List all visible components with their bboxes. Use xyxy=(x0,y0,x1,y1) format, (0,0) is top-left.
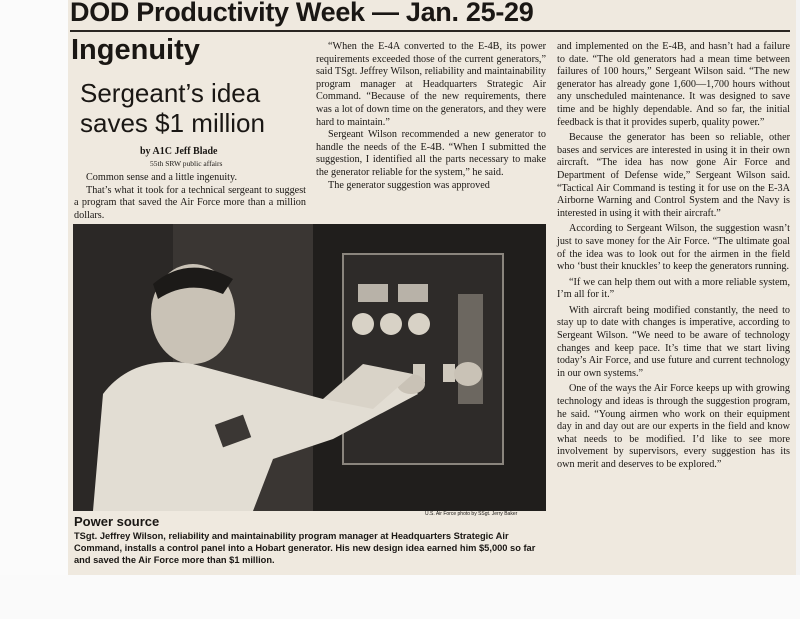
panel-plate xyxy=(358,284,388,302)
paragraph: Sergeant Wilson recommended a new generator to handle the needs of the E-4B. “When I submitted the suggestion, I identified all the parts necessary to make the generator reliable for the system,” he said. xyxy=(316,129,546,178)
bottom-margin xyxy=(0,575,800,619)
column-3 xyxy=(557,41,790,475)
paragraph: That’s what it took for a technical sergeant to suggest a program that saved the Air Force more than a million dollars. xyxy=(74,184,306,221)
photo-illustration xyxy=(73,224,546,511)
switch xyxy=(443,364,455,382)
headline-line-2: saves $1 million xyxy=(80,108,265,138)
banner-headline: DOD Productivity Week — Jan. 25-29 xyxy=(70,0,534,27)
column-2 xyxy=(316,41,546,192)
paragraph: According to Sergeant Wilson, the suggestion wasn’t just to save money for the Air Force. “The ultimate goal of the idea was to look out for the airmen in the field who ‘bust their knuckles’ to keep the generators running. xyxy=(557,223,790,273)
column-1 xyxy=(74,172,306,222)
kicker: Ingenuity xyxy=(71,34,200,66)
person-hand xyxy=(454,362,482,386)
paragraph: Because the generator has been so reliable, other bases and services are interested in using it in their own aircraft. “The idea has now gone Air Force and Department of Defense wide,” Sergeant Wilson said. “Tactical Air Command is testing it for use on the E-3A Airborne Warning and Control System and the Navy is interested in using it with their aircraft.” xyxy=(557,132,790,219)
paragraph: With aircraft being modified constantly, the need to stay up to date with changes is imperative, according to Sergeant Wilson. “We need to be aware of technology changes and keep pace. It’s time that we start living today’s Air Force, and use future and current technology in our own systems.” xyxy=(557,304,790,379)
panel-rail xyxy=(458,294,483,404)
banner-rule xyxy=(70,30,790,32)
byline-author: by A1C Jeff Blade xyxy=(140,146,218,157)
panel-plate xyxy=(398,284,428,302)
byline-org: 55th SRW public affairs xyxy=(150,159,223,168)
headline-line-1: Sergeant’s idea xyxy=(80,78,261,108)
paragraph: and implemented on the E-4B, and hasn’t had a failure to date. “The old generators had a mean time between failures of 100 hours,” Sergeant Wilson said. “The new generator has already gone 1,600—1,700 hours without any unscheduled maintenance. It was designed to save time and be highly dependable. And so far, the initial feedback is that it provides superb, quality power.” xyxy=(557,41,790,128)
gauge-dial xyxy=(408,313,430,335)
paragraph: “If we can help them out with a more reliable system, I’m all for it.” xyxy=(557,276,790,301)
gauge-dial xyxy=(352,313,374,335)
paragraph: Common sense and a little ingenuity. xyxy=(86,172,237,183)
right-margin xyxy=(796,0,800,619)
caption-title: Power source xyxy=(74,514,160,529)
paragraph: One of the ways the Air Force keeps up with growing technology and ideas is through the suggestion program, he said. “Young airmen who work on their equipment day in and day out are our experts in the field and know what needs to be modified. I’d like to see more involvement by supervisors, every suggestion has its own merit and deserves to be explored.” xyxy=(557,383,790,470)
byline xyxy=(140,146,300,170)
gauge-dial xyxy=(380,313,402,335)
news-photo xyxy=(73,224,546,511)
photo-credit: U.S. Air Force photo by SSgt. Jerry Baker xyxy=(425,511,518,517)
paragraph: The generator suggestion was approved xyxy=(328,179,490,191)
paragraph: “When the E-4A converted to the E-4B, its power requirements exceeded those of the current generators,” said TSgt. Jeffrey Wilson, reliability and maintainability program manager at Headquarters Strategic Air Command. “Because of the new requirements, there was a lot of down time on the generators, and they were hard to maintain.” xyxy=(316,41,546,128)
article-headline xyxy=(80,78,310,138)
left-margin xyxy=(0,0,68,619)
photo-caption: TSgt. Jeffrey Wilson, reliability and maintainability program manager at Headquarters Strategic Air Command, installs a control panel into a Hobart generator. His new design idea earned him $5,000 so far and saved the Air Force more than $1 million. xyxy=(74,531,536,565)
